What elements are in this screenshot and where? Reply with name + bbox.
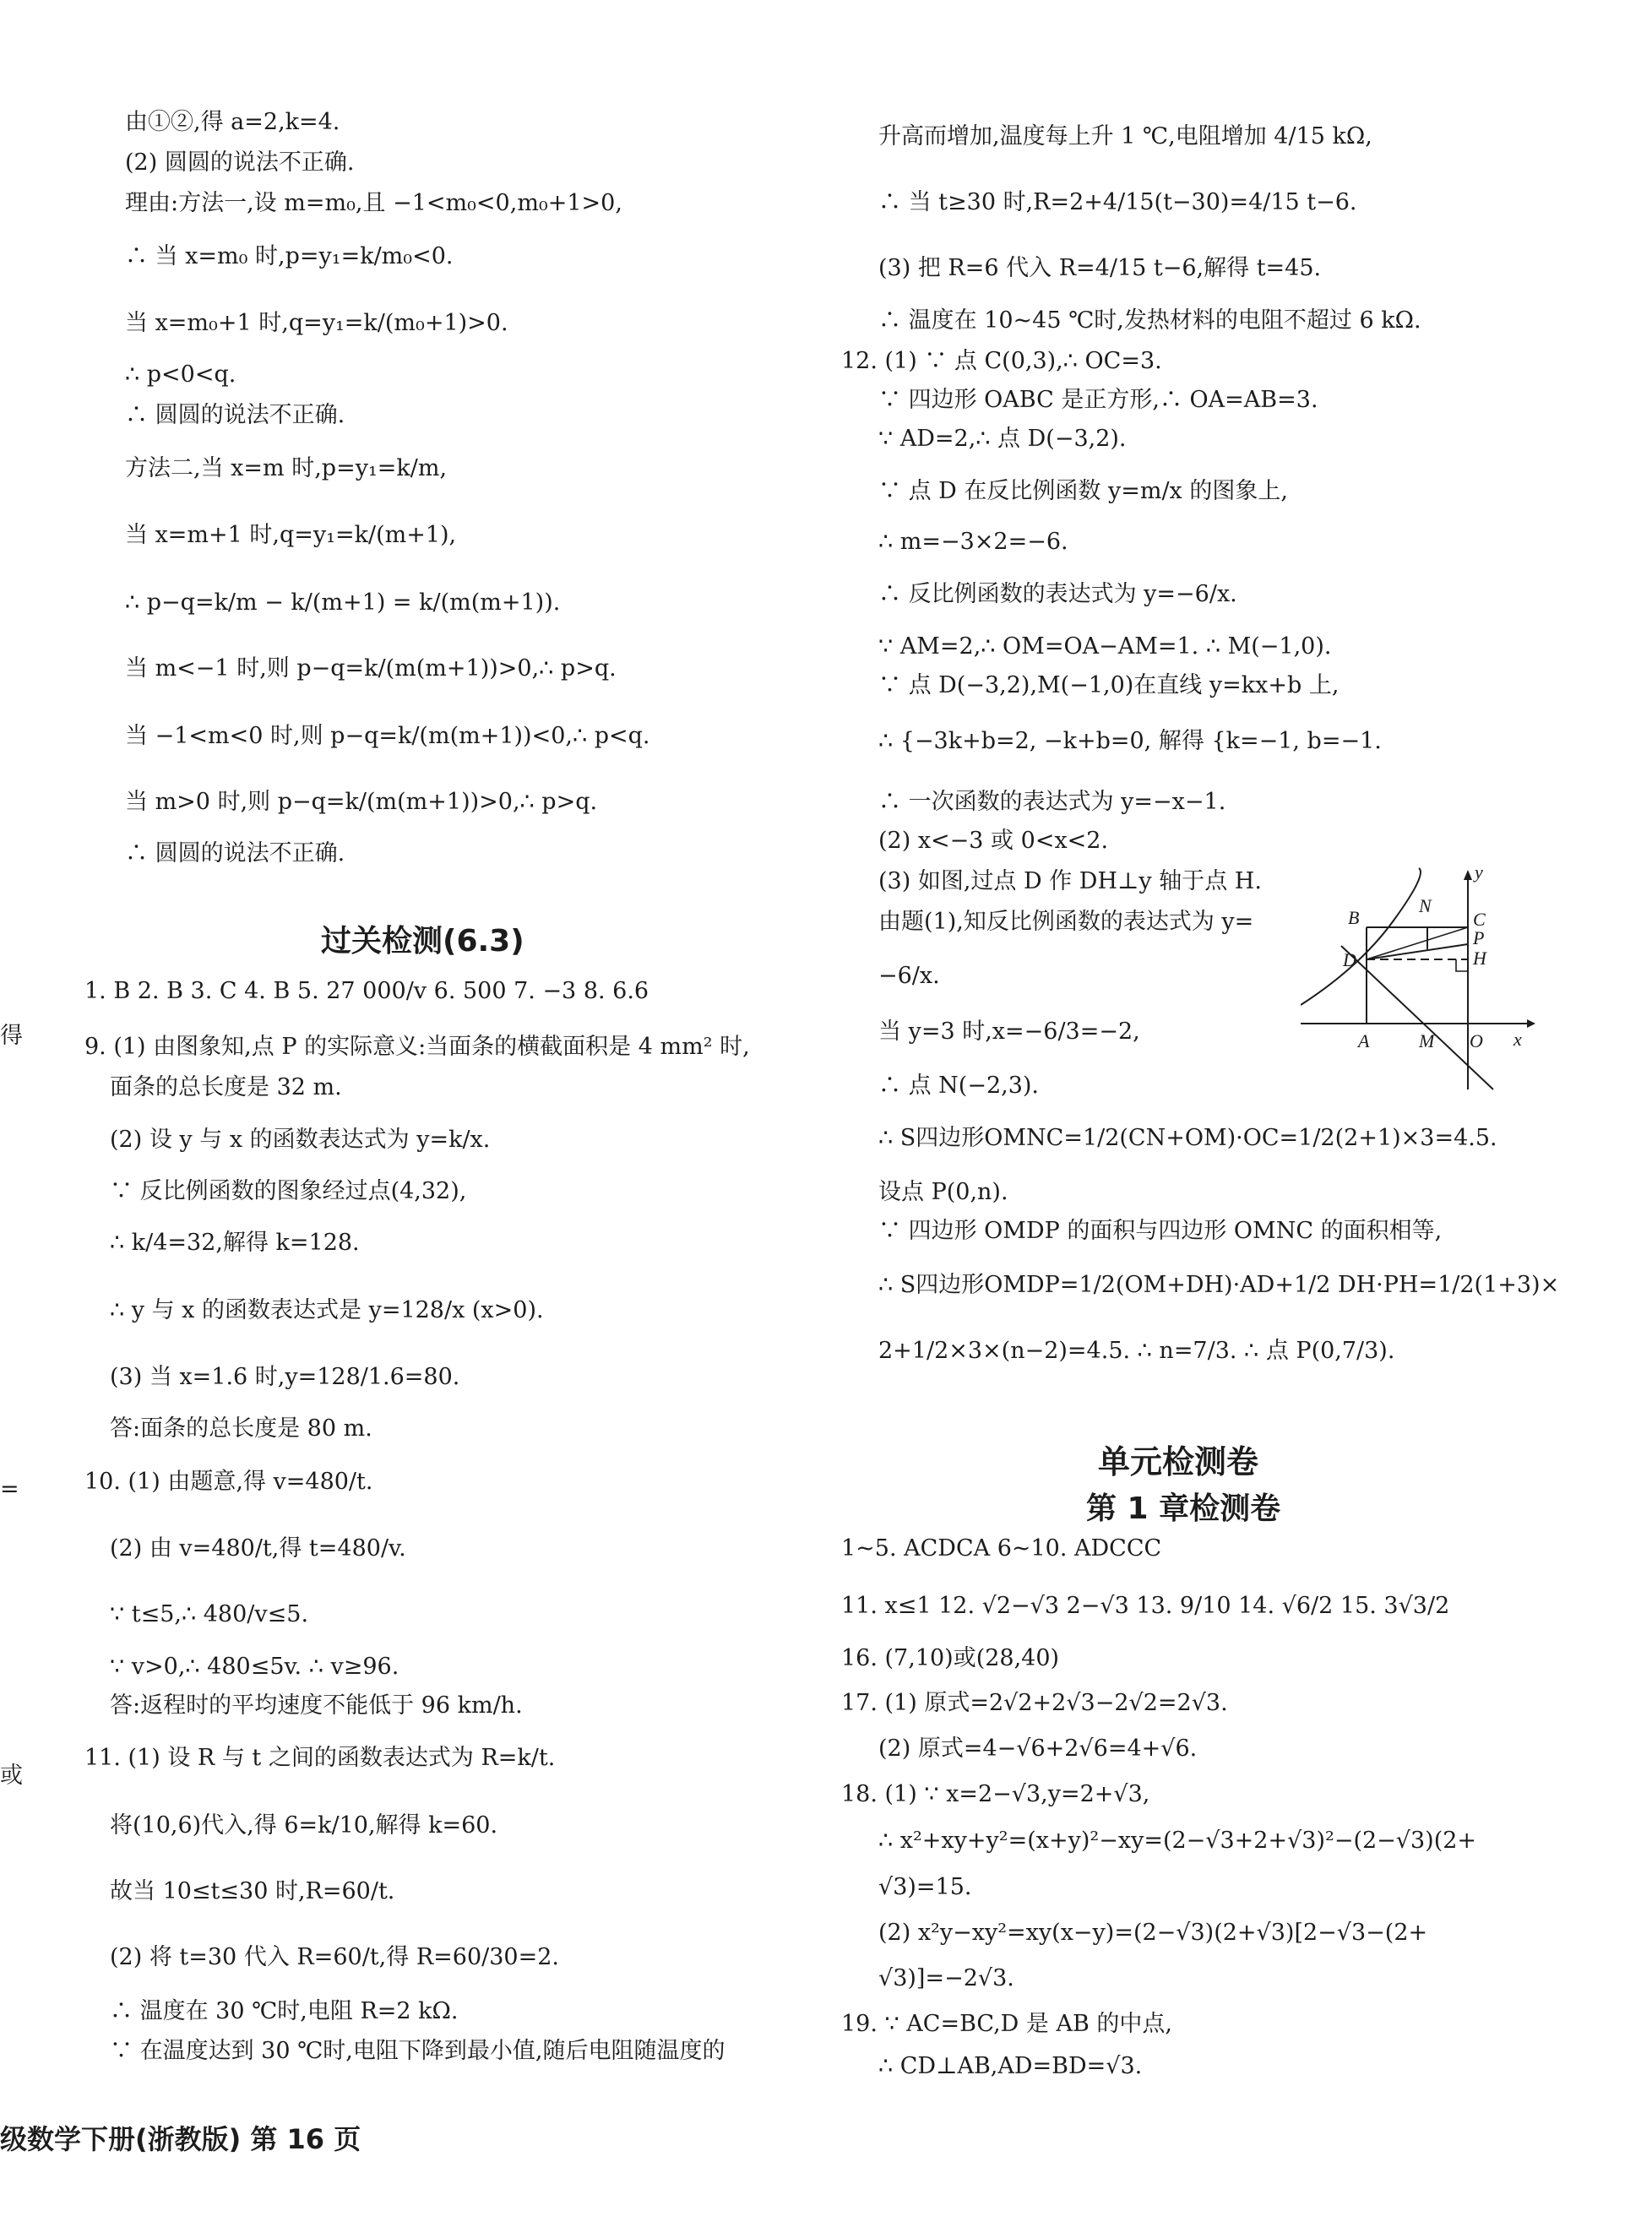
text-line: 当 x=m+1 时,q=y₁=k/(m+1), (125, 522, 457, 548)
text-line: (2) 设 y 与 x 的函数表达式为 y=k/x. (110, 1127, 491, 1153)
text-line: ∴ 一次函数的表达式为 y=−x−1. (878, 789, 1226, 815)
fig-label: A (1358, 1030, 1370, 1051)
text-line: √3)=15. (878, 1874, 972, 1900)
fig-label: y (1475, 861, 1483, 883)
text-line: (2) 圆圆的说法不正确. (125, 149, 355, 176)
text-line: 将(10,6)代入,得 6=k/10,解得 k=60. (110, 1812, 498, 1839)
text-line: 当 m<−1 时,则 p−q=k/(m(m+1))>0,∴ p>q. (125, 655, 617, 682)
text-line: ∵ t≤5,∴ 480/v≤5. (110, 1601, 309, 1627)
text-line: (2) 由 v=480/t,得 t=480/v. (110, 1535, 406, 1562)
text-line: 故当 10≤t≤30 时,R=60/t. (110, 1878, 395, 1904)
text-line: (2) 原式=4−√6+2√6=4+√6. (878, 1736, 1198, 1762)
text-line: ∴ 圆圆的说法不正确. (125, 402, 345, 428)
text-line: ∴ S四边形OMNC=1/2(CN+OM)·OC=1/2(2+1)×3=4.5. (878, 1125, 1497, 1151)
page-footer: 级数学下册(浙教版) 第 16 页 (0, 2123, 361, 2155)
text-line: ∵ AM=2,∴ OM=OA−AM=1. ∴ M(−1,0). (878, 633, 1332, 660)
fig-label: D (1343, 949, 1356, 970)
text-line: 答:返程时的平均速度不能低于 96 km/h. (110, 1692, 523, 1719)
text-line: (3) 如图,过点 D 作 DH⊥y 轴于点 H. (878, 868, 1262, 894)
text-line: ∴ m=−3×2=−6. (878, 529, 1068, 555)
fig-label: P (1473, 927, 1485, 948)
text-line: √3)]=−2√3. (878, 1965, 1014, 1991)
text-line: 当 −1<m<0 时,则 p−q=k/(m(m+1))<0,∴ p<q. (125, 723, 650, 749)
text-line: 16. (7,10)或(28,40) (841, 1645, 1060, 1671)
text-line: ∴ 当 t≥30 时,R=2+4/15(t−30)=4/15 t−6. (878, 189, 1357, 215)
answer-line: 11. x≤1 12. √2−√3 2−√3 13. 9/10 14. √6/2 15. 3√3/2 (841, 1593, 1450, 1619)
text-line: ∵ 反比例函数的图象经过点(4,32), (110, 1178, 467, 1204)
text-line: ∵ 点 D(−3,2),M(−1,0)在直线 y=kx+b 上, (878, 672, 1340, 698)
text-line: (2) x²y−xy²=xy(x−y)=(2−√3)(2+√3)[2−√3−(2+ (878, 1920, 1428, 1946)
text-line: (2) x<−3 或 0<x<2. (878, 828, 1109, 854)
text-line: 17. (1) 原式=2√2+2√3−2√2=2√3. (841, 1690, 1228, 1716)
text-line: 升高而增加,温度每上升 1 ℃,电阻增加 4/15 kΩ, (878, 123, 1372, 149)
text-line: 9. (1) 由图象知,点 P 的实际意义:当面条的横截面积是 4 mm² 时, (84, 1034, 750, 1060)
text-line: 理由:方法一,设 m=m₀,且 −1<m₀<0,m₀+1>0, (125, 190, 622, 216)
text-line: ∴ 反比例函数的表达式为 y=−6/x. (878, 581, 1237, 607)
text-line: (3) 把 R=6 代入 R=4/15 t−6,解得 t=45. (878, 255, 1322, 281)
text-line: ∵ v>0,∴ 480≤5v. ∴ v≥96. (110, 1654, 399, 1680)
text-line: ∴ S四边形OMDP=1/2(OM+DH)·AD+1/2 DH·PH=1/2(1+3)× (878, 1272, 1560, 1298)
text-line: ∵ 四边形 OABC 是正方形,∴ OA=AB=3. (878, 387, 1318, 413)
subsection-title: 第 1 章检测卷 (1086, 1491, 1281, 1526)
text-line: 当 y=3 时,x=−6/3=−2, (878, 1019, 1140, 1045)
text-line: 由题(1),知反比例函数的表达式为 y= (878, 909, 1254, 935)
function-graph-figure (1301, 861, 1537, 1098)
text-line: ∴ x²+xy+y²=(x+y)²−xy=(2−√3+2+√3)²−(2−√3)(2+ (878, 1828, 1477, 1854)
text-line: ∵ AD=2,∴ 点 D(−3,2). (878, 426, 1127, 452)
margin-fragment: 得 (0, 1023, 23, 1049)
margin-fragment: 或 (0, 1763, 23, 1789)
text-line: ∴ 温度在 30 ℃时,电阻 R=2 kΩ. (110, 1998, 459, 2024)
answer-line: 1. B 2. B 3. C 4. B 5. 27 000/v 6. 500 7. −3 8. 6.6 (84, 978, 649, 1004)
text-line: −6/x. (878, 963, 940, 989)
text-line: (3) 当 x=1.6 时,y=128/1.6=80. (110, 1364, 460, 1390)
text-line: 11. (1) 设 R 与 t 之间的函数表达式为 R=k/t. (84, 1745, 556, 1771)
text-line: ∵ 点 D 在反比例函数 y=m/x 的图象上, (878, 478, 1288, 504)
fig-label: N (1419, 895, 1432, 916)
text-line: ∴ p−q=k/m − k/(m+1) = k/(m(m+1)). (125, 589, 561, 616)
margin-fragment: = (0, 1476, 19, 1502)
fig-label: B (1348, 907, 1360, 928)
text-line: ∴ 圆圆的说法不正确. (125, 840, 345, 866)
text-line: ∴ 当 x=m₀ 时,p=y₁=k/m₀<0. (125, 243, 454, 269)
text-line: ∴ CD⊥AB,AD=BD=√3. (878, 2053, 1143, 2079)
section-title: 过关检测(6.3) (321, 924, 524, 959)
text-line: 面条的总长度是 32 m. (110, 1074, 342, 1100)
text-line: ∵ 在温度达到 30 ℃时,电阻下降到最小值,随后电阻随温度的 (110, 2038, 725, 2064)
text-line: 18. (1) ∵ x=2−√3,y=2+√3, (841, 1781, 1150, 1807)
text-line: ∴ y 与 x 的函数表达式是 y=128/x (x>0). (110, 1297, 544, 1323)
text-line: ∴ {−3k+b=2, −k+b=0, 解得 {k=−1, b=−1. (878, 728, 1382, 754)
text-line: ∴ 温度在 10~45 ℃时,发热材料的电阻不超过 6 kΩ. (878, 307, 1421, 334)
text-line: 答:面条的总长度是 80 m. (110, 1415, 372, 1442)
text-line: 由①②,得 a=2,k=4. (125, 109, 340, 135)
text-line: ∴ k/4=32,解得 k=128. (110, 1230, 360, 1256)
text-line: 19. ∵ AC=BC,D 是 AB 的中点, (841, 2011, 1173, 2037)
fig-label: H (1473, 948, 1486, 969)
text-line: (2) 将 t=30 代入 R=60/t,得 R=60/30=2. (110, 1944, 559, 1970)
text-line: 12. (1) ∵ 点 C(0,3),∴ OC=3. (841, 348, 1162, 374)
fig-label: M (1419, 1030, 1435, 1051)
text-line: 方法二,当 x=m 时,p=y₁=k/m, (125, 455, 448, 481)
section-title: 单元检测卷 (1098, 1443, 1259, 1480)
text-line: 当 m>0 时,则 p−q=k/(m(m+1))>0,∴ p>q. (125, 789, 598, 815)
text-line: 设点 P(0,n). (878, 1179, 1008, 1205)
fig-label: x (1513, 1029, 1522, 1050)
text-line: ∵ 四边形 OMDP 的面积与四边形 OMNC 的面积相等, (878, 1218, 1443, 1244)
text-line: 2+1/2×3×(n−2)=4.5. ∴ n=7/3. ∴ 点 P(0,7/3). (878, 1338, 1395, 1364)
text-line: 当 x=m₀+1 时,q=y₁=k/(m₀+1)>0. (125, 310, 508, 336)
fig-label: C (1473, 909, 1486, 930)
text-line: 10. (1) 由题意,得 v=480/t. (84, 1469, 373, 1495)
text-line: ∴ 点 N(−2,3). (878, 1073, 1040, 1099)
answer-line: 1~5. ACDCA 6~10. ADCCC (841, 1535, 1162, 1562)
text-line: ∴ p<0<q. (125, 361, 236, 388)
fig-label: O (1470, 1030, 1483, 1051)
